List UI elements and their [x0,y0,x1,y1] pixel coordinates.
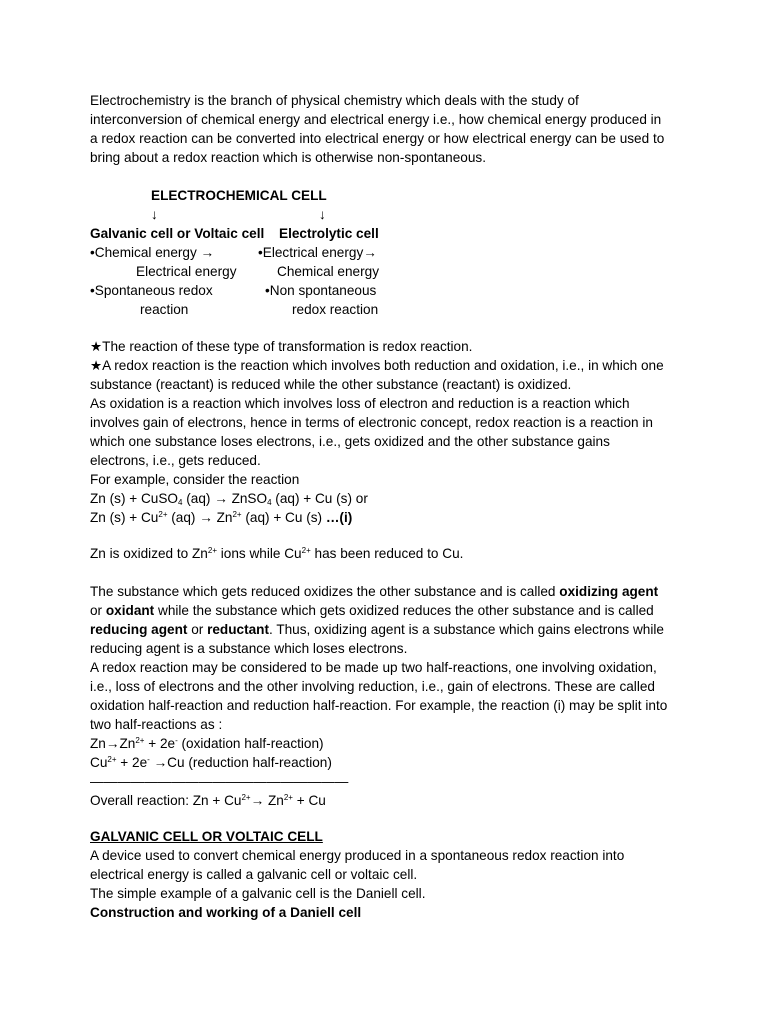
half-reaction-line: A redox reaction may be considered to be made up two half-reactions, one involving oxidation, [90,660,657,675]
intro-line: a redox reaction can be converted into electrical energy or how electrical energy can be used to [90,131,665,146]
half-reaction-line: oxidation half-reaction and reduction half-reaction. For example, the reaction (i) may be split into [90,698,668,713]
redox-paragraph [90,337,690,527]
galvanic-line: electrical energy is called a galvanic cell or voltaic cell. [90,867,418,882]
equation-1: Zn (s) + CuSO$_4$ (aq) → ZnSO$_4$ (aq) + Cu (s) or [90,491,368,507]
redox-line: involves gain of electrons, hence in terms of electronic concept, redox reaction is a reaction in [90,415,653,430]
intro-paragraph [90,91,690,167]
galvanic-line: A device used to convert chemical energy produced in a spontaneous redox reaction into [90,848,625,863]
half-reaction-line: two half-reactions as : [90,717,223,732]
agents-paragraph [90,582,690,810]
redox-line: electrons, i.e., gets reduced. [90,453,261,468]
electrolytic-point: Chemical energy [277,264,379,279]
down-arrow-icon: ↓ [319,207,326,222]
agents-line: reducing agent is a substance which loses electrons. [90,641,408,656]
electrolytic-point: redox reaction [292,302,379,317]
electrolytic-point: •Electrical energy→ [258,245,377,260]
redox-line: For example, consider the reaction [90,472,300,487]
galvanic-line: The simple example of a galvanic cell is the Daniell cell. [90,886,426,901]
half-equation-oxidation: $Zn\to Zn^{2+} + 2e^-$ (oxidation half-reaction) [90,736,324,751]
galvanic-heading: Galvanic cell or Voltaic cell [90,226,265,241]
intro-line: interconversion of chemical energy and electrical energy i.e., how chemical energy produced in [90,112,662,127]
agents-line: or oxidant while the substance which gets oxidized reduces the other substance and is called [90,603,654,618]
intro-line: bring about a redox reaction which is otherwise non-spontaneous. [90,150,486,165]
half-equation-reduction: $Cu^{2+} + 2e^- \to Cu$ (reduction half-reaction) [90,755,332,770]
section-heading: GALVANIC CELL OR VOLTAIC CELL [90,829,323,844]
half-reaction-line: i.e., loss of electrons and the other involving reduction, i.e., gain of electrons. These are called [90,679,655,694]
diagram-title: ELECTROCHEMICAL CELL [151,188,327,203]
oxidation-line: Zn is oxidized to $Zn^{2+}$ ions while $Cu^{2+}$ has been reduced to Cu. [90,546,464,561]
redox-line: substance (reactant) is reduced while the other substance (reactant) is oxidized. [90,377,572,392]
equation-rule: ——————————————————— [90,774,349,789]
galvanic-point: •Chemical energy → [90,245,215,260]
electrolytic-point: •Non spontaneous [265,283,377,298]
equation-tag: …(i) [325,510,353,525]
agents-line: The substance which gets reduced oxidizes the other substance and is called oxidizing agent [90,584,659,599]
galvanic-point: •Spontaneous redox [90,283,213,298]
galvanic-section [90,827,690,922]
galvanic-point: reaction [140,302,189,317]
overall-equation: Overall reaction: $Zn + Cu^{2+}\to Zn^{2+} + Cu$ [90,793,326,808]
redox-line: ★The reaction of these type of transformation is redox reaction. [90,339,473,354]
sub-heading: Construction and working of a Daniell cell [90,905,362,920]
agents-line: reducing agent or reductant. Thus, oxidizing agent is a substance which gains electrons while [90,622,664,637]
redox-line: As oxidation is a reaction which involves loss of electron and reduction is a reaction which [90,396,630,411]
equation-2: Zn $(s) + Cu^{2+}$ $(aq) \to Zn^{2+}$ (aq) + Cu (s) …(i) [90,510,353,525]
redox-line: which one substance loses electrons, i.e., gets oxidized and the other substance gains [90,434,610,449]
down-arrow-icon: ↓ [151,207,158,222]
electrolytic-heading: Electrolytic cell [279,226,379,241]
intro-line: Electrochemistry is the branch of physical chemistry which deals with the study of [90,93,579,108]
redox-line: ★A redox reaction is the reaction which involves both reduction and oxidation, i.e., in which one [90,358,664,373]
galvanic-point: Electrical energy [136,264,237,279]
